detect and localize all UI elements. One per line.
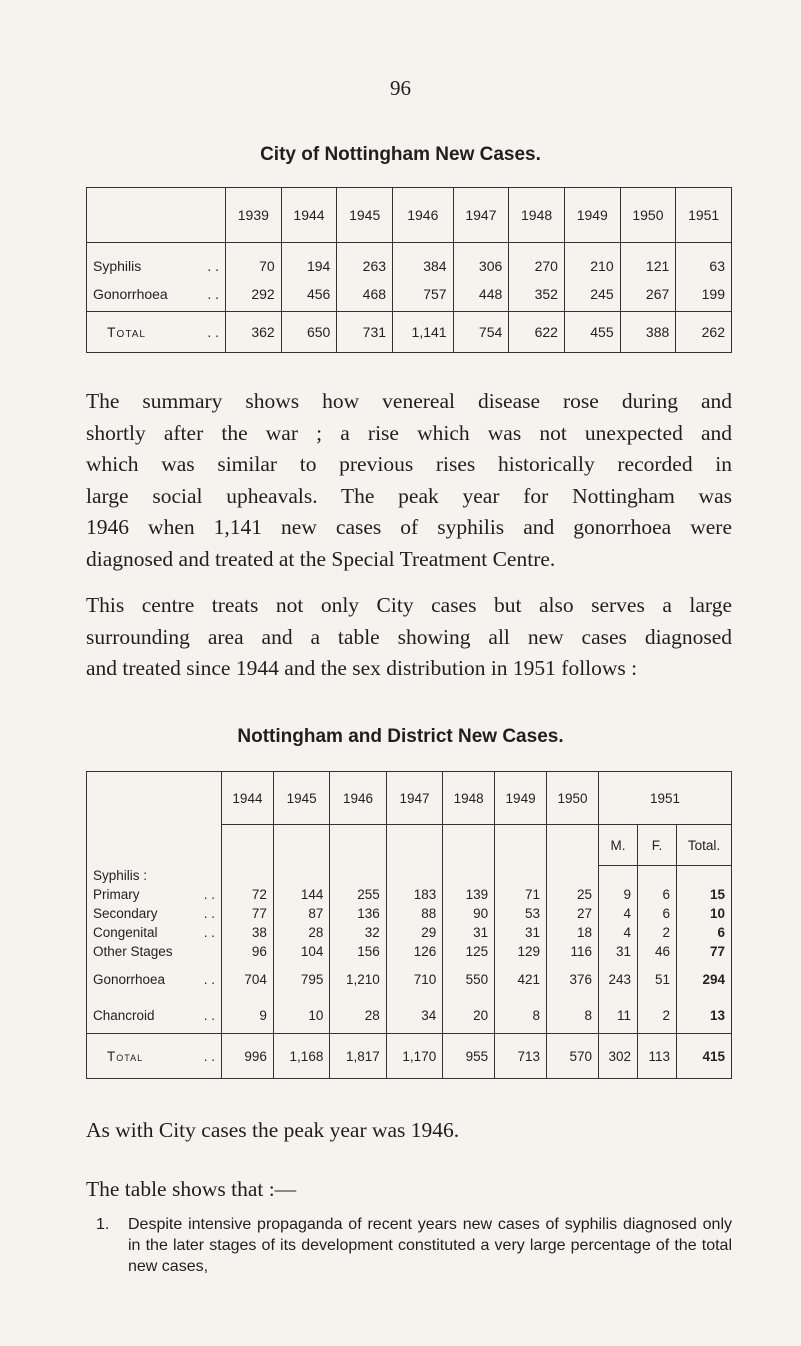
table2-row-secondary [87,904,732,923]
table2-group-row [87,866,732,886]
table1-header-year: 1944 [281,188,337,243]
table2-header-year: 1946 [330,772,386,825]
table-cell: 8 [547,997,599,1034]
text-line: shortly after the war ; a rise which was not unexpected and [86,420,732,445]
table1-title: City of Nottingham New Cases. [260,144,541,165]
table-cell: 32 [330,923,386,942]
paragraph-peak-year: As with City cases the peak year was 1946. [86,1118,460,1142]
table-cell: 38 [222,923,274,942]
table-cell: 11 [599,997,638,1034]
table-cell: 13 [677,997,732,1034]
table-cell: 34 [386,997,442,1034]
table-cell: 27 [547,904,599,923]
table-cell: 456 [281,277,337,312]
paragraph-table-shows: The table shows that :— [86,1177,297,1201]
table-cell: 267 [620,277,676,312]
table-cell: 243 [599,961,638,997]
table-cell: 9 [599,885,638,904]
row-label-text: Gonorrhoea [93,286,168,302]
table1-header-year: 1947 [453,188,509,243]
table2-header-year: 1945 [273,772,329,825]
paragraph-centre [86,590,732,685]
table-cell [443,866,495,886]
text-line: large social upheavals. The peak year for Nottingham was [86,483,732,508]
table-cell: 72 [222,885,274,904]
table-cell: 468 [337,277,393,312]
table-cell: 384 [393,243,454,278]
table2-header-year: 1947 [386,772,442,825]
table2-subheader-female: F. [638,825,677,866]
table1-header-year: 1945 [337,188,393,243]
table-cell: 144 [273,885,329,904]
table-cell: 113 [638,1034,677,1079]
table-cell: 53 [495,904,547,923]
row-label-text: Primary [93,887,140,902]
table-cell: 121 [620,243,676,278]
table-cell: 46 [638,942,677,961]
text-line: This centre treats not only City cases but also serves a large [86,593,732,617]
table-cell [547,866,599,886]
table2-header-year: 1944 [222,772,274,825]
table-cell: 71 [495,885,547,904]
table-cell [677,866,732,886]
row-label-text: Chancroid [93,1007,155,1023]
table-cell: 955 [443,1034,495,1079]
table-cell: 302 [599,1034,638,1079]
numbered-list [96,1214,732,1277]
text-line: 1946 when 1,141 new cases of syphilis and gonorrhoea were [86,515,732,539]
table-cell: 448 [453,277,509,312]
table-cell: 650 [281,312,337,353]
leader-dots: . . [203,925,215,940]
table-cell: 9 [222,997,274,1034]
list-item-text: Despite intensive propaganda of recent years new cases of syphilis diagnosed only in the later stages of its development constituted a very large percentage of the total new cases, [128,1216,732,1275]
table-cell [386,866,442,886]
table-cell: 2 [638,923,677,942]
table-cell: 713 [495,1034,547,1079]
row-label-text: Total [107,1048,144,1064]
table-cell: 210 [564,243,620,278]
table-cell: 129 [495,942,547,961]
table-cell: 77 [677,942,732,961]
row-label [87,243,226,278]
leader-dots: . . [207,258,219,274]
table2-header-year: 1951 [599,772,732,825]
table2-header-year: 1949 [495,772,547,825]
table1-row-syphilis [87,243,732,278]
table-cell: 31 [443,923,495,942]
table-cell: 104 [273,942,329,961]
table-cell: 731 [337,312,393,353]
table-cell: 31 [599,942,638,961]
page-number: 96 [390,76,411,100]
table-cell: 376 [547,961,599,997]
table2-subheader-blank [273,825,329,866]
table2-row-congenital [87,923,732,942]
table-cell [599,866,638,886]
table-cell [495,866,547,886]
table2-row-primary [87,885,732,904]
table-cell: 77 [222,904,274,923]
table-cell: 125 [443,942,495,961]
table1-header-year: 1948 [509,188,565,243]
table-cell: 294 [677,961,732,997]
row-label [87,942,222,961]
table-cell: 795 [273,961,329,997]
table-cell: 116 [547,942,599,961]
table-cell: 1,168 [273,1034,329,1079]
table2-subheader-blank [443,825,495,866]
table2-title: Nottingham and District New Cases. [237,726,564,747]
city-new-cases-table [86,187,732,353]
table2-row-chancroid [87,997,732,1034]
table2-header-row [87,772,732,825]
table-cell: 18 [547,923,599,942]
table-cell: 6 [638,904,677,923]
text-line: which was similar to previous rises historically recorded in [86,452,732,476]
table2-subheader-male: M. [599,825,638,866]
row-label-text: Other Stages [93,944,173,959]
table-cell: 90 [443,904,495,923]
table-cell: 352 [509,277,565,312]
table-cell: 8 [495,997,547,1034]
table1-header-year: 1949 [564,188,620,243]
table-cell: 29 [386,923,442,942]
table2-subheader-blank [495,825,547,866]
table-cell: 139 [443,885,495,904]
table-cell: 10 [273,997,329,1034]
text-line: and treated since 1944 and the sex distribution in 1951 follows : [86,656,638,680]
table2-subheader-blank [547,825,599,866]
table2-row-total [87,1034,732,1079]
table-cell: 70 [226,243,282,278]
district-new-cases-table [86,771,732,1079]
table1-header-year: 1950 [620,188,676,243]
row-label [87,1034,222,1079]
table-cell: 28 [330,997,386,1034]
leader-dots: . . [203,887,215,902]
table1-header-year: 1946 [393,188,454,243]
table-cell: 1,141 [393,312,454,353]
table1-row-total [87,312,732,353]
table2-row-other-stages [87,942,732,961]
paragraph-summary [86,386,732,575]
leader-dots: . . [207,286,219,302]
table-cell: 28 [273,923,329,942]
table-cell: 262 [676,312,732,353]
table-cell: 194 [281,243,337,278]
table-cell: 754 [453,312,509,353]
row-label [87,923,222,942]
row-label [87,885,222,904]
table-cell: 4 [599,904,638,923]
leader-dots: . . [203,906,215,921]
table-cell: 4 [599,923,638,942]
leader-dots: . . [203,1007,215,1023]
table-cell: 622 [509,312,565,353]
table-cell: 88 [386,904,442,923]
table2-subheader-blank [87,825,222,866]
table-cell: 421 [495,961,547,997]
table-cell [273,866,329,886]
table-cell: 292 [226,277,282,312]
table-cell: 704 [222,961,274,997]
leader-dots: . . [203,971,215,987]
table-cell: 455 [564,312,620,353]
table-cell: 6 [677,923,732,942]
table-cell: 63 [676,243,732,278]
table-cell: 199 [676,277,732,312]
table-cell: 710 [386,961,442,997]
table-cell: 6 [638,885,677,904]
table-cell: 550 [443,961,495,997]
group-label: Syphilis : [87,866,222,886]
table-cell: 87 [273,904,329,923]
table-cell: 126 [386,942,442,961]
table-cell: 15 [677,885,732,904]
table1-header-blank [87,188,226,243]
table2-subheader-blank [386,825,442,866]
table2-row-gonorrhoea [87,961,732,997]
table1-row-gonorrhoea [87,277,732,312]
table-cell: 2 [638,997,677,1034]
table-cell: 255 [330,885,386,904]
table2-subheader-total: Total. [677,825,732,866]
table-cell [638,866,677,886]
text-line: diagnosed and treated at the Special Treatment Centre. [86,546,556,571]
table1-header-year: 1939 [226,188,282,243]
table-cell: 306 [453,243,509,278]
row-label [87,312,226,353]
table-cell [222,866,274,886]
table-cell: 136 [330,904,386,923]
row-label-text: Total [107,324,146,340]
table-cell: 270 [509,243,565,278]
row-label [87,277,226,312]
table-cell: 1,817 [330,1034,386,1079]
leader-dots: . . [207,324,219,340]
row-label [87,904,222,923]
table-cell: 183 [386,885,442,904]
row-label-text: Syphilis [93,258,142,274]
row-label-text: Congenital [93,925,158,940]
table-cell: 20 [443,997,495,1034]
table2-subheader-blank [330,825,386,866]
table-cell: 25 [547,885,599,904]
text-line: The summary shows how venereal disease rose during and [86,389,732,413]
table-cell: 362 [226,312,282,353]
table-cell: 996 [222,1034,274,1079]
table-cell: 570 [547,1034,599,1079]
row-label-text: Secondary [93,906,158,921]
table-cell: 96 [222,942,274,961]
leader-dots: . . [203,1048,215,1064]
table-cell: 263 [337,243,393,278]
table1-header-row [87,188,732,243]
table-cell: 51 [638,961,677,997]
table-cell: 10 [677,904,732,923]
table-cell: 31 [495,923,547,942]
table2-header-blank [87,772,222,825]
table-cell: 245 [564,277,620,312]
table2-subheader-blank [222,825,274,866]
table1-header-year: 1951 [676,188,732,243]
table-cell: 415 [677,1034,732,1079]
table2-header-year: 1950 [547,772,599,825]
table-cell: 388 [620,312,676,353]
row-label-text: Gonorrhoea [93,971,166,987]
table2-header-year: 1948 [443,772,495,825]
text-line: surrounding area and a table showing all new cases diagnosed [86,624,732,649]
table2-subheader-row [87,825,732,866]
table-cell: 757 [393,277,454,312]
row-label [87,997,222,1034]
table-cell: 1,170 [386,1034,442,1079]
row-label [87,961,222,997]
table-cell [330,866,386,886]
list-item-number: 1. [96,1216,110,1233]
table-cell: 1,210 [330,961,386,997]
table-cell: 156 [330,942,386,961]
